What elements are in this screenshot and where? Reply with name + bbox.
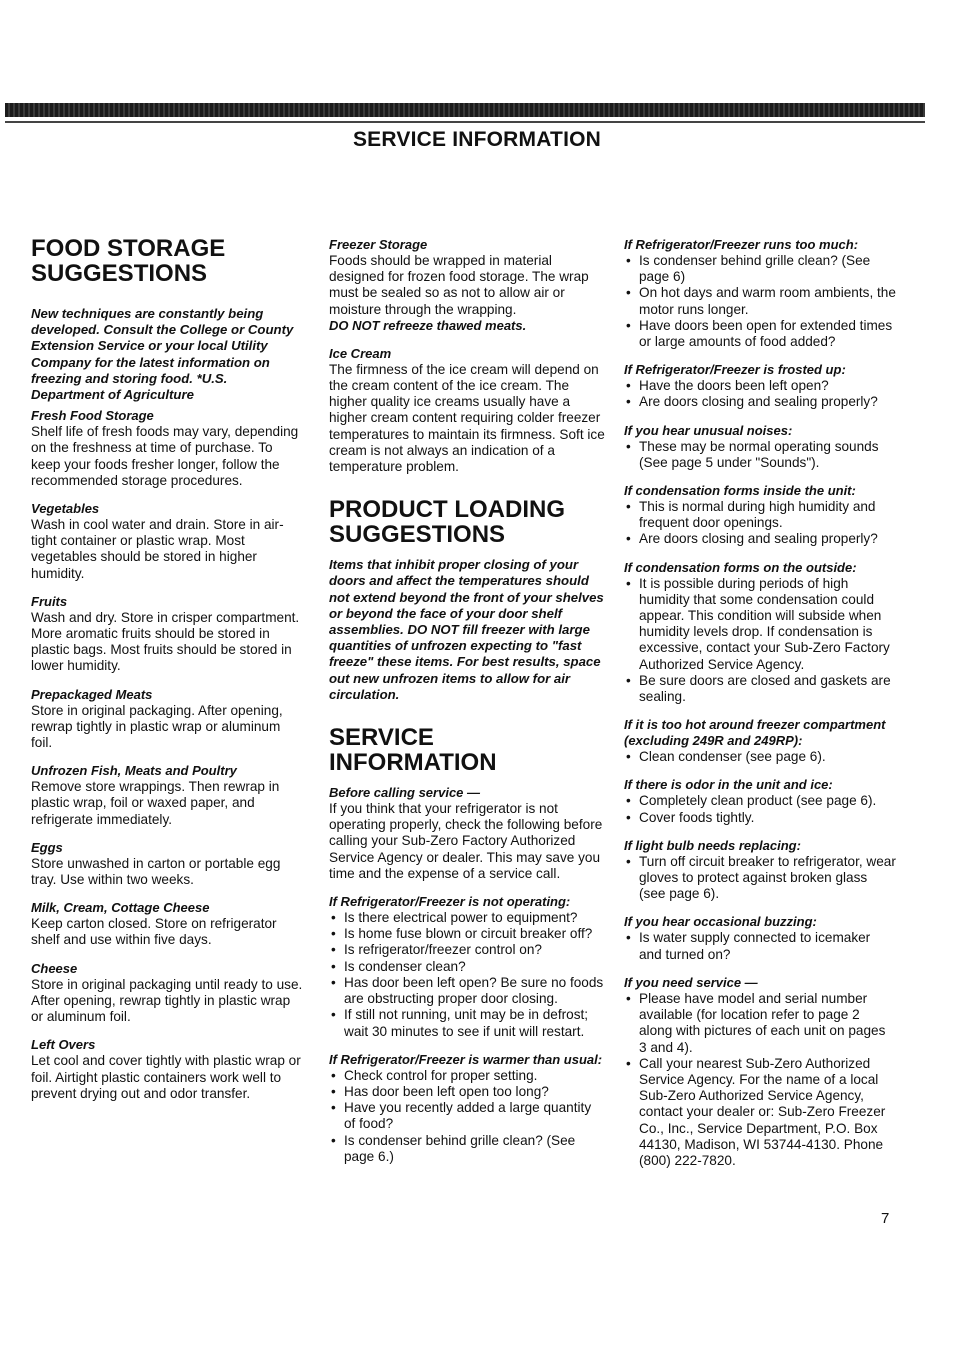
freezer-storage-title: Freezer Storage <box>329 237 428 252</box>
list-item: • Has door been left open? Be sure no foods are obstructing proper door closing. <box>329 975 605 1007</box>
freezer-storage-note: DO NOT refreeze thawed meats. <box>329 317 527 333</box>
troubleshoot-list <box>329 910 605 1040</box>
food-section-title: Cheese <box>31 960 78 976</box>
column-right <box>624 237 896 1181</box>
list-item: • Is refrigerator/freezer control on? <box>329 942 605 958</box>
list-item: • Are doors closing and sealing properly? <box>624 394 896 410</box>
list-item: • Has door been left open too long? <box>329 1084 605 1100</box>
list-item: • On hot days and warm room ambients, the motor runs longer. <box>624 285 896 317</box>
troubleshoot-question: If light bulb needs replacing: <box>624 837 801 853</box>
troubleshoot-list <box>624 793 896 825</box>
troubleshoot-list <box>624 749 896 765</box>
food-section-title: Prepackaged Meats <box>31 686 153 702</box>
list-item: • Is there electrical power to equipment? <box>329 910 605 926</box>
service-heading: SERVICE INFORMATION <box>329 724 497 777</box>
list-item: • Please have model and serial number available (for location refer to page 2 along with pictures of each unit on pages 3 and 4). <box>624 991 896 1056</box>
food-section-text: Wash and dry. Store in crisper compartment. More aromatic fruits should be stored in plastic bags. Most fruits should be stored in lower humidity. <box>31 609 300 674</box>
page-title: SERVICE INFORMATION <box>352 128 602 151</box>
food-section-text: Shelf life of fresh foods may vary, depending on the freshness at time of purchase. To keep your foods fresher longer, follow the recommended storage procedures. <box>31 424 299 488</box>
food-section-title: Vegetables <box>31 501 100 517</box>
list-item: • Have you recently added a large quantity of food? <box>329 1100 605 1132</box>
list-item: • It is possible during periods of high humidity that some condensation could appear. This condition will subside when humidity levels drop. If condensation is excessive, contact your Sub-Zero Factory Authorized Service Agency. <box>624 576 896 673</box>
troubleshoot-question: If Refrigerator/Freezer is not operating: <box>329 894 571 910</box>
food-section-text: Keep carton closed. Store on refrigerator shelf and use within five days. <box>31 916 277 948</box>
header-rule <box>5 103 925 117</box>
product-loading-intro: Items that inhibit proper closing of your doors and affect the temperatures should not extend beyond the front of your shelves or beyond the face of your door shelf assemblies. DO NOT fill freezer with large quantities of unfrozen expecting to "fast freeze" these items. For best results, space out new unfrozen items to allow for air circulation. <box>329 557 604 702</box>
list-item: • Check control for proper setting. <box>329 1068 605 1084</box>
service-checklist-middle <box>329 894 605 1165</box>
food-section-text: Let cool and cover tightly with plastic wrap or foil. Airtight plastic containers work well to prevent drying out and odor transfer. <box>31 1053 301 1101</box>
list-item: • Clean condenser (see page 6). <box>624 749 896 765</box>
list-item: • Turn off circuit breaker to refrigerator, wear gloves to protect against broken glass (see page 6). <box>624 854 896 903</box>
before-calling-title: Before calling service — <box>329 785 481 801</box>
list-item: • This is normal during high humidity and frequent door openings. <box>624 499 896 531</box>
freezer-storage-text: Foods should be wrapped in material designed for frozen food storage. The wrap must be sealed so as not to allow air or moisture through the wrapping. <box>329 253 589 317</box>
list-item: • Have the doors been left open? <box>624 378 896 394</box>
troubleshoot-list <box>624 253 896 350</box>
troubleshoot-list <box>329 1068 605 1165</box>
list-item: • Is water supply connected to icemaker and turned on? <box>624 930 896 962</box>
food-section-text: Store in original packaging. After opening, rewrap tightly in plastic wrap or aluminum foil. <box>31 702 283 751</box>
food-storage-heading: FOOD STORAGE SUGGESTIONS <box>31 235 226 287</box>
food-section-text: Wash in cool water and drain. Store in air-tight container or plastic wrap. Most vegetables should be stored in higher humidity. <box>31 517 284 581</box>
header-rule-thin <box>5 121 925 123</box>
food-section-text: Store in original packaging until ready to use. After opening, rewrap tightly in plastic wrap or aluminum foil. <box>31 976 303 1025</box>
troubleshoot-list <box>624 378 896 410</box>
troubleshoot-question: If you need service — <box>624 974 758 990</box>
troubleshoot-question: If you hear unusual noises: <box>624 422 793 438</box>
list-item: • Be sure doors are closed and gaskets are sealing. <box>624 673 896 705</box>
food-section-title: Milk, Cream, Cottage Cheese <box>31 900 210 916</box>
troubleshoot-question: If there is odor in the unit and ice: <box>624 777 833 793</box>
troubleshoot-list <box>624 930 896 962</box>
food-section-title: Fresh Food Storage <box>31 408 154 424</box>
page-number: 7 <box>881 1210 890 1227</box>
troubleshoot-question: If Refrigerator/Freezer is warmer than usual: <box>329 1051 603 1067</box>
list-item: • Cover foods tightly. <box>624 810 896 826</box>
list-item: • Is home fuse blown or circuit breaker off? <box>329 926 605 942</box>
service-checklist-right <box>624 237 896 1169</box>
troubleshoot-question: If Refrigerator/Freezer runs too much: <box>624 237 859 252</box>
food-storage-intro: New techniques are constantly being developed. Consult the College or County Extension Service or your local Utility Company for the latest information on freezing and storing food. *U.S. Department of Agriculture <box>31 306 294 403</box>
food-section-title: Left Overs <box>31 1037 96 1053</box>
troubleshoot-list <box>624 439 896 471</box>
food-section-title: Fruits <box>31 593 68 609</box>
list-item: • Call your nearest Sub-Zero Authorized Service Agency. For the name of a local Sub-Zero Authorized Service Agency, contact your dealer or: Sub-Zero Freezer Co., Inc., Service Department, P.O. Box 44130, Madison, WI 53744-4130. Phone (800) 222-7820. <box>624 1056 896 1169</box>
troubleshoot-question: If condensation forms inside the unit: <box>624 483 856 499</box>
list-item: • Completely clean product (see page 6). <box>624 793 896 809</box>
troubleshoot-question: If you hear occasional buzzing: <box>624 914 817 930</box>
product-loading-heading: PRODUCT LOADING SUGGESTIONS <box>329 496 565 549</box>
list-item: • Is condenser behind grille clean? (See page 6) <box>624 253 896 285</box>
list-item: • If still not running, unit may be in defrost; wait 30 minutes to see if unit will restart. <box>329 1007 605 1039</box>
troubleshoot-question: If condensation forms on the outside: <box>624 559 857 575</box>
troubleshoot-question: If it is too hot around freezer compartment (excluding 249R and 249RP): <box>624 717 886 749</box>
food-section-text: Remove store wrappings. Then rewrap in plastic wrap, foil or waxed paper, and refrigerate immediately. <box>31 779 280 827</box>
before-calling-text: If you think that your refrigerator is not operating properly, check the following before calling your Sub-Zero Factory Authorized Service Agency or dealer. This may save you time and the expense of a service call. <box>329 801 603 881</box>
troubleshoot-list <box>624 499 896 548</box>
list-item: • Are doors closing and sealing properly? <box>624 531 896 547</box>
troubleshoot-list <box>624 576 896 706</box>
ice-cream-title: Ice Cream <box>329 345 392 361</box>
food-section-title: Unfrozen Fish, Meats and Poultry <box>31 763 237 779</box>
column-middle <box>329 237 605 1177</box>
troubleshoot-question: If Refrigerator/Freezer is frosted up: <box>624 362 846 378</box>
food-section-title: Eggs <box>31 839 63 855</box>
food-section-text: Store unwashed in carton or portable egg tray. Use within two weeks. <box>31 855 281 888</box>
troubleshoot-list <box>624 854 896 903</box>
list-item: • Is condenser clean? <box>329 959 605 975</box>
column-food-storage <box>31 236 303 1114</box>
list-item: • Is condenser behind grille clean? (See page 6.) <box>329 1133 605 1165</box>
food-storage-sections <box>31 408 303 1102</box>
ice-cream-text: The firmness of the ice cream will depend on the cream content of the ice cream. The higher quality ice creams usually have a higher cream content requiring colder freezer temperatures to maintain its firmness. Soft ice cream is not always an indication of a temperature problem. <box>329 361 605 475</box>
list-item: • These may be normal operating sounds (See page 5 under "Sounds"). <box>624 439 896 471</box>
troubleshoot-list <box>624 991 896 1169</box>
list-item: • Have doors been open for extended times or large amounts of food added? <box>624 318 896 350</box>
